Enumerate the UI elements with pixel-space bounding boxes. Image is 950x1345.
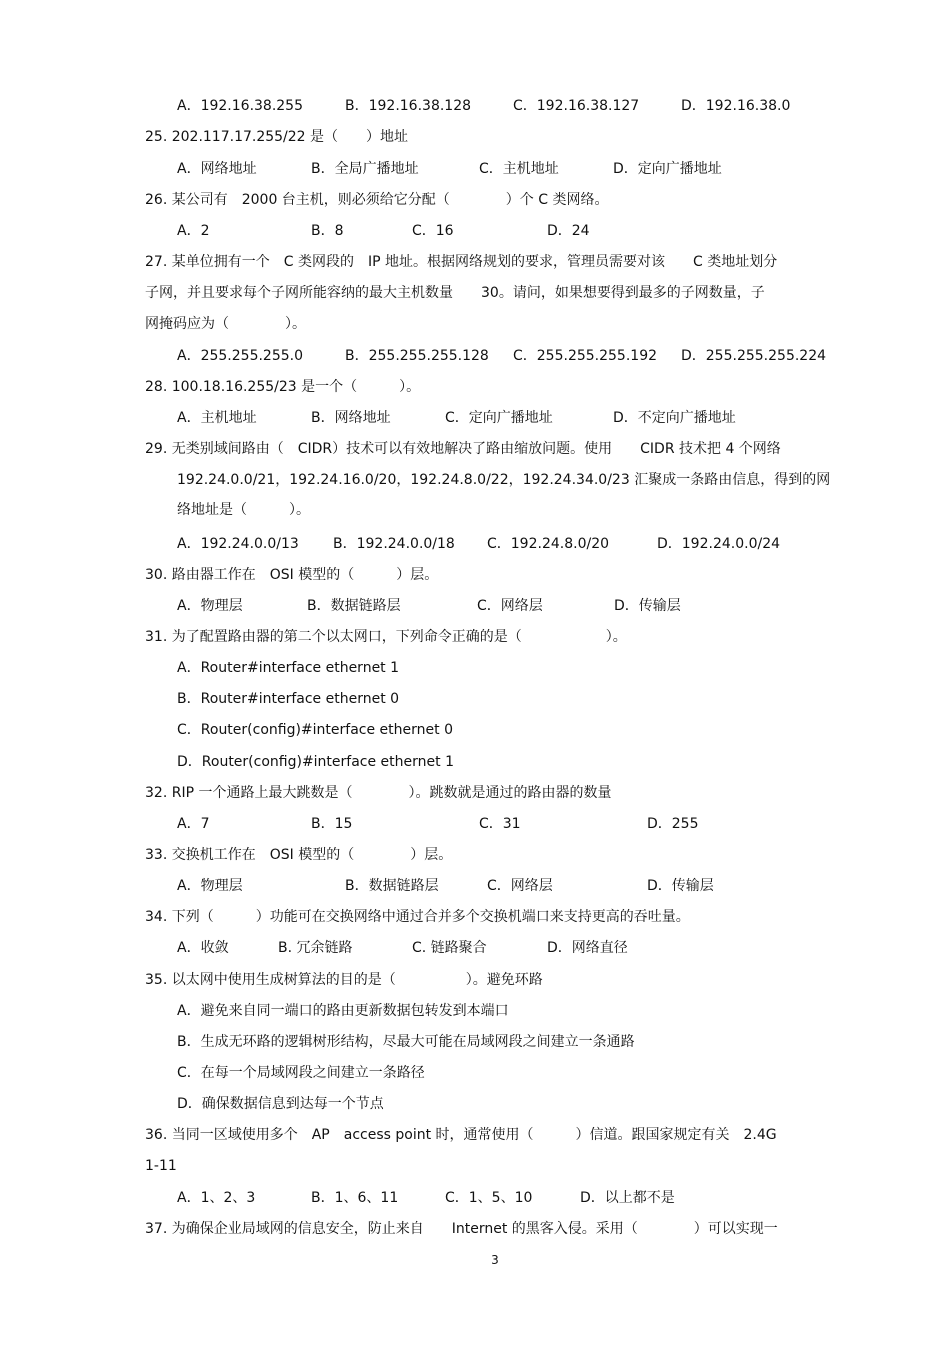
option: D．不定向广播地址 — [613, 410, 736, 426]
option: D．255.255.255.224 — [681, 348, 827, 364]
option: A．2 — [177, 223, 210, 239]
option: D．传输层 — [614, 598, 681, 614]
question-number: 26. — [145, 192, 168, 208]
option: C．192.24.8.0/20 — [487, 536, 610, 552]
question-number: 29. — [145, 441, 168, 457]
question-text: 交换机工作在 OSI 模型的（ ）层。 — [171, 847, 453, 863]
question-text: 为了配置路由器的第二个以太网口，下列命令正确的是（ ）。 — [171, 629, 627, 645]
question-number: 36. — [145, 1127, 168, 1143]
question-number: 25. — [145, 129, 168, 145]
question-32 — [145, 784, 611, 802]
question-text-continued: 1-11 — [145, 1158, 177, 1174]
option: B. 冗余链路 — [278, 940, 353, 956]
question-text-continued: 子网，并且要求每个子网所能容纳的最大主机数量 30。请问，如果想要得到最多的子网数量，子 — [145, 285, 765, 301]
question-number: 32. — [145, 785, 168, 801]
option: B．Router#interface ethernet 0 — [177, 691, 400, 707]
option: D．255 — [647, 816, 699, 832]
question-text: 202.117.17.255/22 是（ ）地址 — [171, 129, 409, 145]
option: D．Router(config)#interface ethernet 1 — [177, 754, 454, 770]
question-text: 100.18.16.255/23 是一个（ ）。 — [171, 379, 421, 395]
option: D．定向广播地址 — [613, 161, 722, 177]
option: C．255.255.255.192 — [513, 348, 658, 364]
question-number: 28. — [145, 379, 168, 395]
option: C. 链路聚合 — [412, 940, 487, 956]
option: A．避免来自同一端口的路由更新数据包转发到本端口 — [177, 1003, 509, 1019]
question-30 — [145, 566, 438, 584]
question-text: 某单位拥有一个 C 类网段的 IP 地址。根据网络规划的要求，管理员需要对该 C 类地址划分 — [171, 254, 778, 270]
option: B．1、6、11 — [311, 1190, 399, 1206]
option: B．255.255.255.128 — [345, 348, 489, 364]
option: C．在每一个局域网段之间建立一条路径 — [177, 1065, 425, 1081]
question-35 — [145, 971, 543, 989]
option: B．全局广播地址 — [311, 161, 419, 177]
option: D．确保数据信息到达每一个节点 — [177, 1096, 384, 1112]
question-37 — [145, 1220, 778, 1238]
question-number: 27. — [145, 254, 168, 270]
question-number: 31. — [145, 629, 168, 645]
question-34 — [145, 908, 690, 926]
question-number: 34. — [145, 909, 168, 925]
option: C．16 — [412, 223, 454, 239]
question-text-continued: 网掩码应为（ ）。 — [145, 316, 306, 332]
option: A．网络地址 — [177, 161, 257, 177]
option: A．7 — [177, 816, 210, 832]
option: C．定向广播地址 — [445, 410, 553, 426]
question-27 — [145, 253, 777, 271]
option: C．31 — [479, 816, 521, 832]
option: D．192.24.0.0/24 — [657, 536, 781, 552]
question-28 — [145, 378, 420, 396]
question-number: 33. — [145, 847, 168, 863]
option: A．收敛 — [177, 940, 229, 956]
option: B．15 — [311, 816, 353, 832]
question-33 — [145, 846, 452, 864]
option: C．主机地址 — [479, 161, 559, 177]
option: C．网络层 — [487, 878, 553, 894]
option: A．192.16.38.255 — [177, 98, 303, 114]
option: D．传输层 — [647, 878, 714, 894]
question-text: 为确保企业局域网的信息安全，防止来自 Internet 的黑客入侵。采用（ ）可以实现一 — [171, 1221, 778, 1237]
question-29 — [145, 440, 781, 458]
option: B．8 — [311, 223, 344, 239]
option: B．网络地址 — [311, 410, 391, 426]
option: A．192.24.0.0/13 — [177, 536, 299, 552]
option: A．物理层 — [177, 598, 243, 614]
question-number: 35. — [145, 972, 168, 988]
option: D．网络直径 — [547, 940, 628, 956]
question-number: 37. — [145, 1221, 168, 1237]
option: B．数据链路层 — [345, 878, 439, 894]
question-31 — [145, 628, 627, 646]
question-text: 当同一区域使用多个 AP access point 时，通常使用（ ）信道。跟国家规定有关 2.4G — [171, 1127, 777, 1143]
question-text: 无类别域间路由（ CIDR）技术可以有效地解决了路由缩放问题。使用 CIDR 技术把 4 个网络 — [171, 441, 781, 457]
option: D．192.16.38.0 — [681, 98, 791, 114]
question-text: 下列（ ）功能可在交换网络中通过合并多个交换机端口来支持更高的吞吐量。 — [171, 909, 690, 925]
option: D．24 — [547, 223, 590, 239]
option: A．主机地址 — [177, 410, 257, 426]
question-text-continued: 192.24.0.0/21，192.24.16.0/20，192.24.8.0/22，192.24.34.0/23 汇聚成一条路由信息，得到的网 — [177, 472, 831, 488]
option: B．生成无环路的逻辑树形结构，尽最大可能在局域网段之间建立一条通路 — [177, 1034, 635, 1050]
option: D．以上都不是 — [580, 1190, 675, 1206]
question-26 — [145, 191, 608, 209]
question-36 — [145, 1126, 777, 1144]
option: C．网络层 — [477, 598, 543, 614]
option: A．物理层 — [177, 878, 243, 894]
option: A．255.255.255.0 — [177, 348, 303, 364]
option: A．1、2、3 — [177, 1190, 256, 1206]
question-text: 以太网中使用生成树算法的目的是（ ）。避免环路 — [171, 972, 543, 988]
question-text: RIP 一个通路上最大跳数是（ ）。跳数就是通过的路由器的数量 — [171, 785, 612, 801]
question-25 — [145, 128, 408, 146]
option: C．1、5、10 — [445, 1190, 533, 1206]
question-text: 某公司有 2000 台主机，则必须给它分配（ ）个 C 类网络。 — [171, 192, 609, 208]
option: B．192.24.0.0/18 — [333, 536, 455, 552]
page-number: 3 — [491, 1253, 499, 1267]
option: C．Router(config)#interface ethernet 0 — [177, 722, 453, 738]
question-text: 路由器工作在 OSI 模型的（ ）层。 — [171, 567, 439, 583]
question-number: 30. — [145, 567, 168, 583]
option: B．数据链路层 — [307, 598, 401, 614]
option: A．Router#interface ethernet 1 — [177, 660, 400, 676]
option: B．192.16.38.128 — [345, 98, 472, 114]
question-text-continued: 络地址是（ ）。 — [177, 502, 310, 518]
option: C．192.16.38.127 — [513, 98, 640, 114]
